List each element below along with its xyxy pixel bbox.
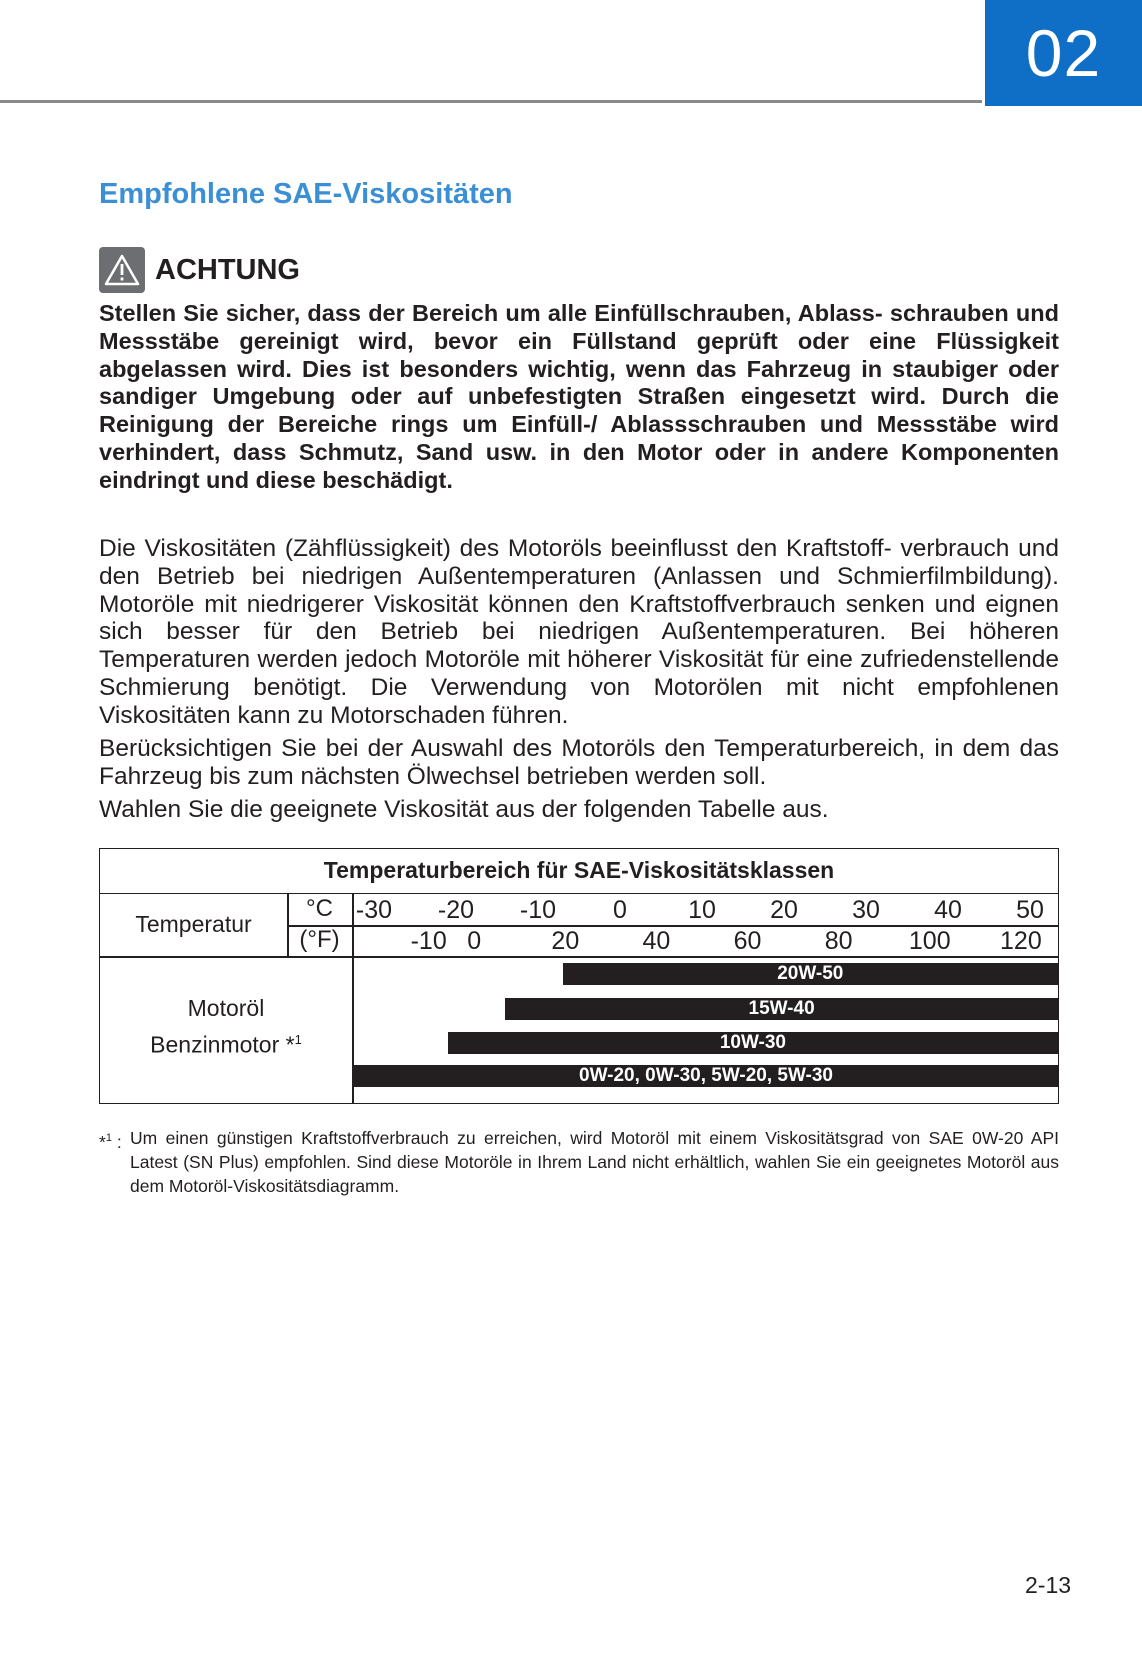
fahrenheit-tick-label: -10 (410, 927, 447, 955)
celsius-tick-label: 50 (1016, 896, 1044, 924)
fahrenheit-tick-label: 60 (733, 927, 762, 955)
viscosity-bar: 0W-20, 0W-30, 5W-20, 5W-30 (354, 1065, 1058, 1087)
footnote-star: * (99, 1131, 106, 1152)
oil-label-text: Benzinmotor * (150, 1031, 295, 1058)
header-rule (0, 100, 982, 103)
footnote-text: Um einen günstigen Kraftstoffverbrauch zu erreichen, wird Motoröl mit einem Viskositätsgrad von SAE 0W-20 API Latest (SN Plus) empfohlen. Sind diese Motoröle in Ihrem Land nicht erhältlich, wahlen Sie ein geeignetes Motoröl aus dem Motoröl-Viskositätsdiagramm. (130, 1128, 1059, 1196)
warning-label: ACHTUNG (155, 253, 300, 286)
celsius-tick-label: -30 (355, 896, 393, 924)
celsius-tick-label: 10 (688, 896, 716, 924)
temperature-label: Temperatur (135, 911, 252, 937)
celsius-tick-label: 40 (934, 896, 962, 924)
celsius-tick-label: 0 (613, 896, 627, 924)
fahrenheit-tick-label: 40 (642, 927, 671, 955)
celsius-tick-label: 30 (852, 896, 880, 924)
chapter-tab: 02 (985, 0, 1142, 106)
celsius-tick-label: 20 (770, 896, 798, 924)
temperature-range-paragraph: Berücksichtigen Sie bei der Auswahl des Motoröls den Temperaturbereich, in dem das Fahrzeug bis zum nächsten Ölwechsel betrieben werden soll. (99, 735, 1059, 790)
oil-label-line1: Motoröl (187, 995, 265, 1021)
celsius-tick-label: -10 (519, 896, 557, 924)
warning-triangle-icon (99, 247, 145, 293)
viscosity-bar: 20W-50 (563, 963, 1058, 985)
fahrenheit-tick-label: 20 (551, 927, 580, 955)
oil-label-sup: 1 (294, 1032, 302, 1047)
footnote-separator: : (116, 1131, 122, 1152)
oil-label (100, 993, 352, 1061)
table-title: Temperaturbereich für SAE-Viskositätsklassen (100, 849, 1058, 894)
section-title: Empfohlene SAE-Viskositäten (99, 178, 513, 210)
warning-header (99, 247, 300, 293)
page-number: 2-13 (1025, 1572, 1072, 1598)
celsius-tick-label: -20 (437, 896, 475, 924)
viscosity-bar: 15W-40 (505, 998, 1058, 1020)
warning-text: Stellen Sie sicher, dass der Bereich um alle Einfüllschrauben, Ablass- schrauben und Messstäbe gereinigt wird, bevor ein Füllstand geprüft oder eine Flüssigkeit abgelassen wird. Dies ist besonders wichtig, wenn das Fahrzeug in staubiger oder sandiger Umgebung oder auf unbefestigten Straßen eingesetzt wird. Durch die Reinigung der Bereiche rings um Einfüll-/ Ablassschrauben und Messstäbe wird verhindert, dass Schmutz, Sand usw. in den Motor oder in andere Komponenten eindringt und diese beschädigt. (99, 300, 1059, 493)
footnote-mark (99, 1126, 122, 1154)
fahrenheit-tick-label: 0 (467, 927, 482, 955)
footnote (99, 1126, 1059, 1198)
viscosity-table (99, 848, 1059, 1104)
celsius-unit: °C (306, 895, 333, 922)
fahrenheit-unit: (°F) (299, 926, 340, 953)
viscosity-paragraph: Die Viskositäten (Zähflüssigkeit) des Motoröls beeinflusst den Kraftstoff- verbrauch und den Betrieb bei niedrigen Außentemperaturen (Anlassen und Schmierfilmbildung). Motoröle mit niedrigerer Viskosität können den Kraftstoffverbrauch senken und eignen sich besser für den Betrieb bei niedrigen Außentemperaturen. Bei höheren Temperaturen werden jedoch Motoröle mit höherer Viskosität für eine zufriedenstellende Schmierung benötigt. Die Verwendung von Motorölen mit nicht empfohlenen Viskositäten kann zu Motorschaden führen. (99, 535, 1059, 729)
oil-label-line2 (100, 1024, 352, 1061)
fahrenheit-tick-label: 120 (1000, 927, 1042, 955)
select-viscosity-paragraph: Wahlen Sie die geeignete Viskosität aus der folgenden Tabelle aus. (99, 796, 829, 823)
fahrenheit-tick-label: 100 (908, 927, 951, 955)
fahrenheit-tick-label: 80 (824, 927, 853, 955)
footnote-sup: 1 (105, 1132, 112, 1144)
temp-row-divider (100, 956, 1058, 958)
viscosity-bar: 10W-30 (448, 1032, 1058, 1054)
